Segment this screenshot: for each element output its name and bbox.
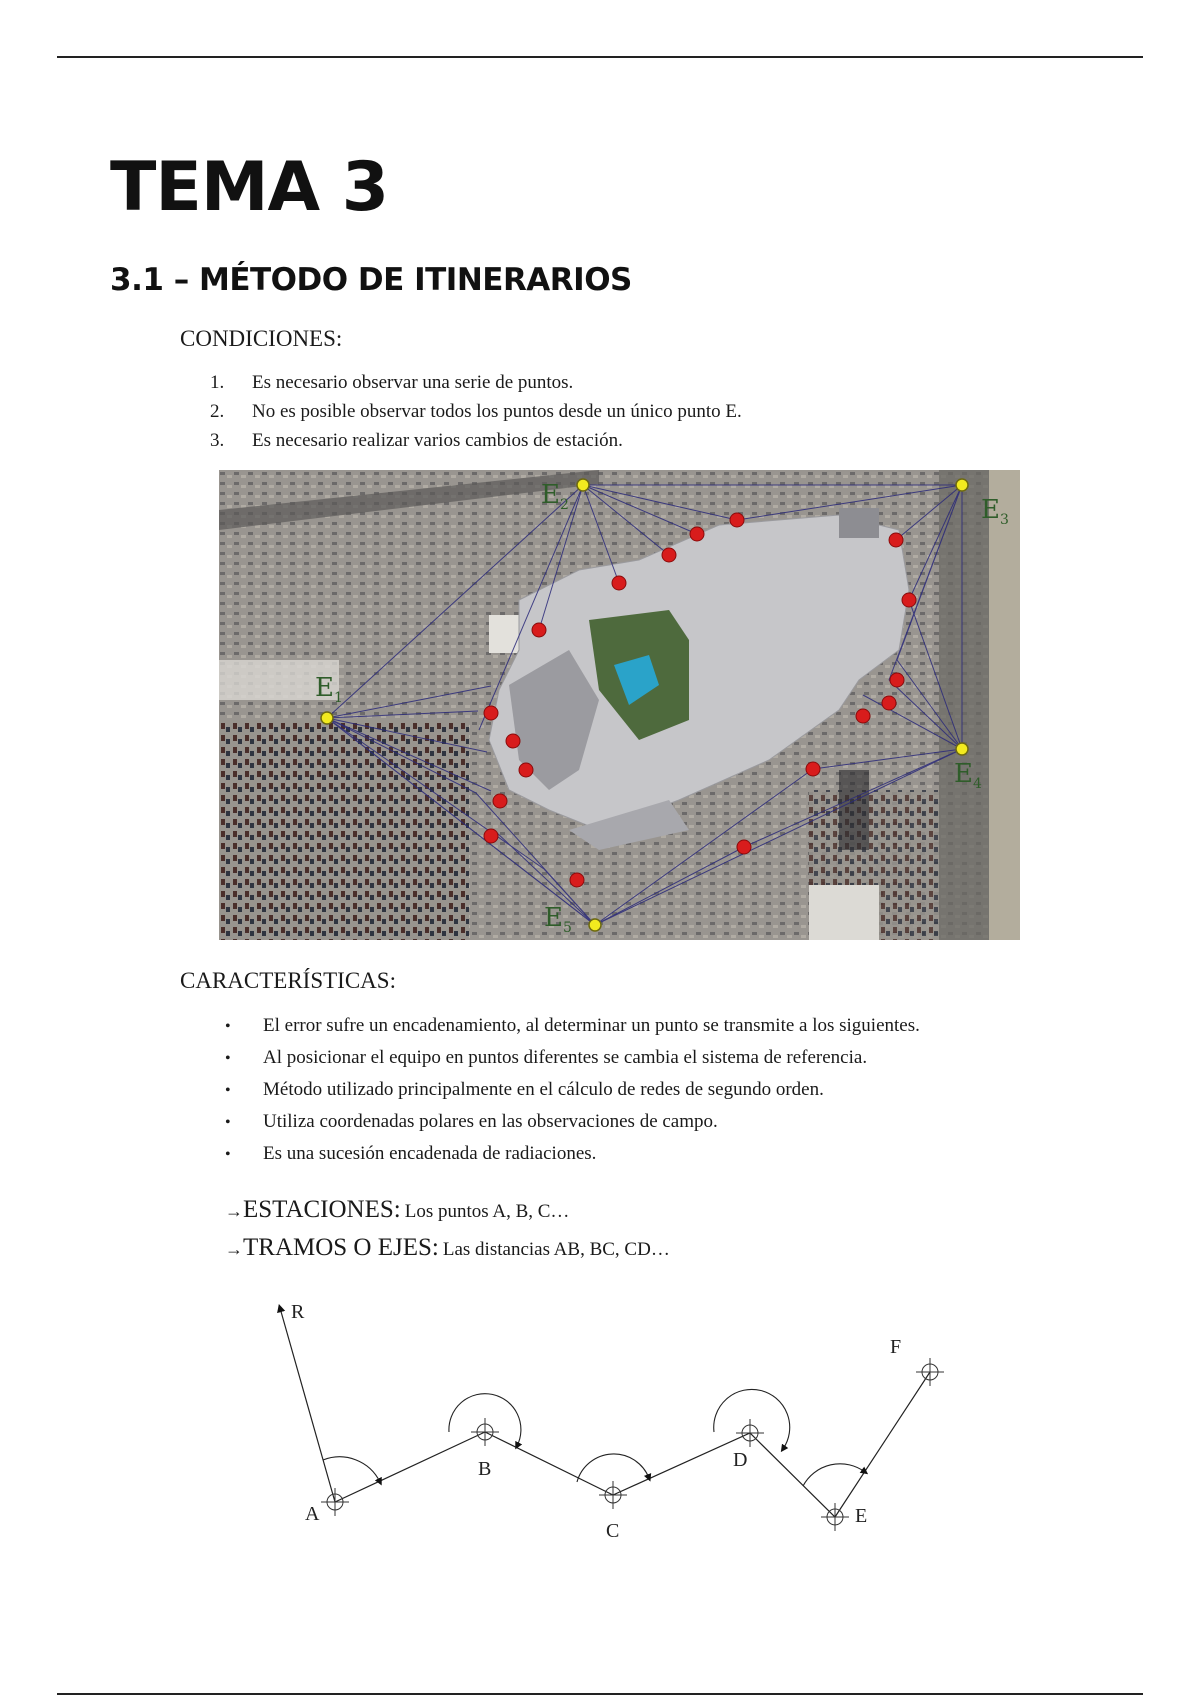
arrow-icon: → <box>225 1201 243 1221</box>
station-b-marker <box>471 1418 499 1446</box>
point-label-r: R <box>291 1301 305 1323</box>
point-label-c: C <box>606 1520 620 1542</box>
station-label-e1: $E_1$ <box>315 673 343 706</box>
caracteristicas-list <box>225 1010 920 1170</box>
top-rule <box>57 56 1143 58</box>
list-item: • Método utilizado principalmente en el cálculo de redes de segundo orden. <box>225 1079 824 1100</box>
caracteristicas-heading: CARACTERÍSTICAS: <box>180 968 396 993</box>
station-label-e2: $E_2$ <box>541 480 569 513</box>
station-label-e5: $E_5$ <box>544 903 572 936</box>
list-item: • Utiliza coordenadas polares en las observaciones de campo. <box>225 1111 718 1132</box>
list-item: 2. No es posible observar todos los puntos desde un único punto E. <box>210 401 742 422</box>
list-item: • Es una sucesión encadenada de radiaciones. <box>225 1143 597 1164</box>
chapter-title: TEMA 3 <box>110 148 389 227</box>
station-label-e4: $E_4$ <box>954 759 982 792</box>
point-label-f: F <box>890 1336 902 1358</box>
station-label-e3: $E_3$ <box>981 495 1009 528</box>
definition-tramos: →TRAMOS O EJES: Las distancias AB, BC, CD… <box>225 1234 670 1261</box>
list-item: • El error sufre un encadenamiento, al determinar un punto se transmite a los siguientes. <box>225 1015 920 1036</box>
list-item: 3. Es necesario realizar varios cambios de estación. <box>210 430 623 451</box>
list-item: 1. Es necesario observar una serie de puntos. <box>210 372 574 393</box>
condiciones-list <box>210 368 742 455</box>
list-item: • Al posicionar el equipo en puntos diferentes se cambia el sistema de referencia. <box>225 1047 868 1068</box>
bottom-rule <box>57 1693 1143 1695</box>
point-label-a: A <box>305 1503 320 1525</box>
point-label-d: D <box>733 1449 748 1471</box>
definition-estaciones: →ESTACIONES: Los puntos A, B, C… <box>225 1196 570 1223</box>
station-a-marker <box>321 1488 349 1516</box>
section-title: 3.1 – MÉTODO DE ITINERARIOS <box>110 262 632 298</box>
aerial-photo <box>219 470 1020 940</box>
condiciones-heading: CONDICIONES: <box>180 326 343 351</box>
arrow-icon: → <box>225 1239 243 1259</box>
station-f-marker <box>916 1358 944 1386</box>
point-label-e: E <box>855 1505 868 1527</box>
station-c-marker <box>599 1481 627 1509</box>
point-label-b: B <box>478 1458 492 1480</box>
traverse-diagram <box>225 1280 1125 1560</box>
definitions <box>225 1196 670 1272</box>
